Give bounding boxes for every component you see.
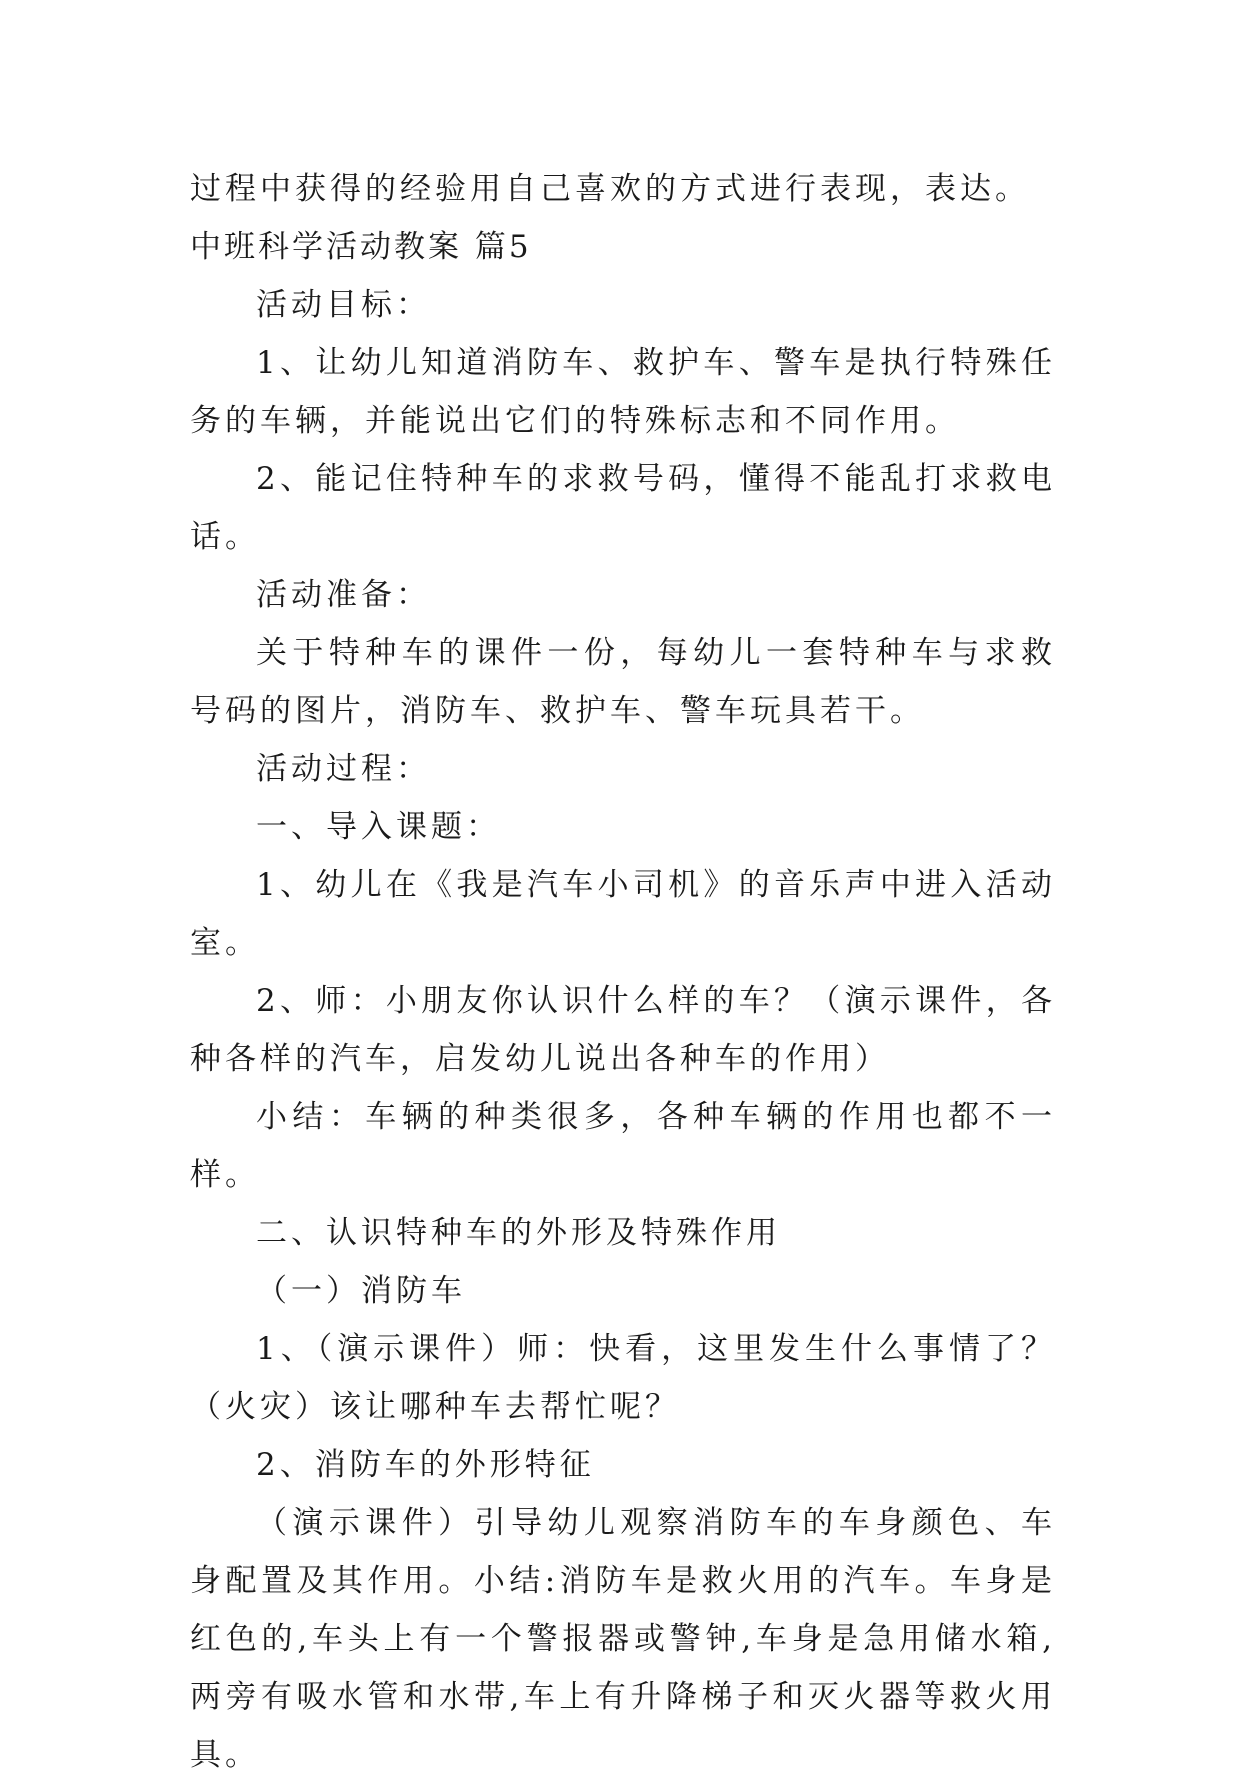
document-body <box>190 160 1056 1784</box>
paragraph: 1、（演示课件）师：快看，这里发生什么事情了？（火灾）该让哪种车去帮忙呢？ <box>190 1331 1056 1425</box>
paragraph: 过程中获得的经验用自己喜欢的方式进行表现，表达。 <box>190 171 1030 207</box>
paragraph: 2、能记住特种车的求救号码，懂得不能乱打求救电话。 <box>190 461 1056 555</box>
paragraph: 一、导入课题： <box>256 809 501 845</box>
paragraph: （一）消防车 <box>256 1273 466 1309</box>
paragraph: 1、幼儿在《我是汽车小司机》的音乐声中进入活动室。 <box>190 867 1056 961</box>
paragraph: （演示课件）引导幼儿观察消防车的车身颜色、车身配置及其作用。小结:消防车是救火用的汽车。车身是红色的,车头上有一个警报器或警钟,车身是急用储水箱,两旁有吸水管和水带,车上有升降梯子和灭火器等救火用具。 <box>190 1505 1056 1773</box>
paragraph: 活动目标： <box>256 287 431 323</box>
paragraph: 活动准备： <box>256 577 431 613</box>
paragraph: 1、让幼儿知道消防车、救护车、警车是执行特殊任务的车辆，并能说出它们的特殊标志和不同作用。 <box>190 345 1056 439</box>
paragraph: 二、认识特种车的外形及特殊作用 <box>256 1215 781 1251</box>
paragraph: 小结：车辆的种类很多，各种车辆的作用也都不一样。 <box>190 1099 1056 1193</box>
section-heading: 中班科学活动教案 篇5 <box>190 229 532 265</box>
paragraph: 2、消防车的外形特征 <box>256 1447 595 1483</box>
paragraph: 活动过程： <box>256 751 431 787</box>
paragraph: 2、师：小朋友你认识什么样的车？（演示课件，各种各样的汽车，启发幼儿说出各种车的作用） <box>190 983 1056 1077</box>
paragraph: 关于特种车的课件一份，每幼儿一套特种车与求救号码的图片，消防车、救护车、警车玩具若干。 <box>190 635 1056 729</box>
